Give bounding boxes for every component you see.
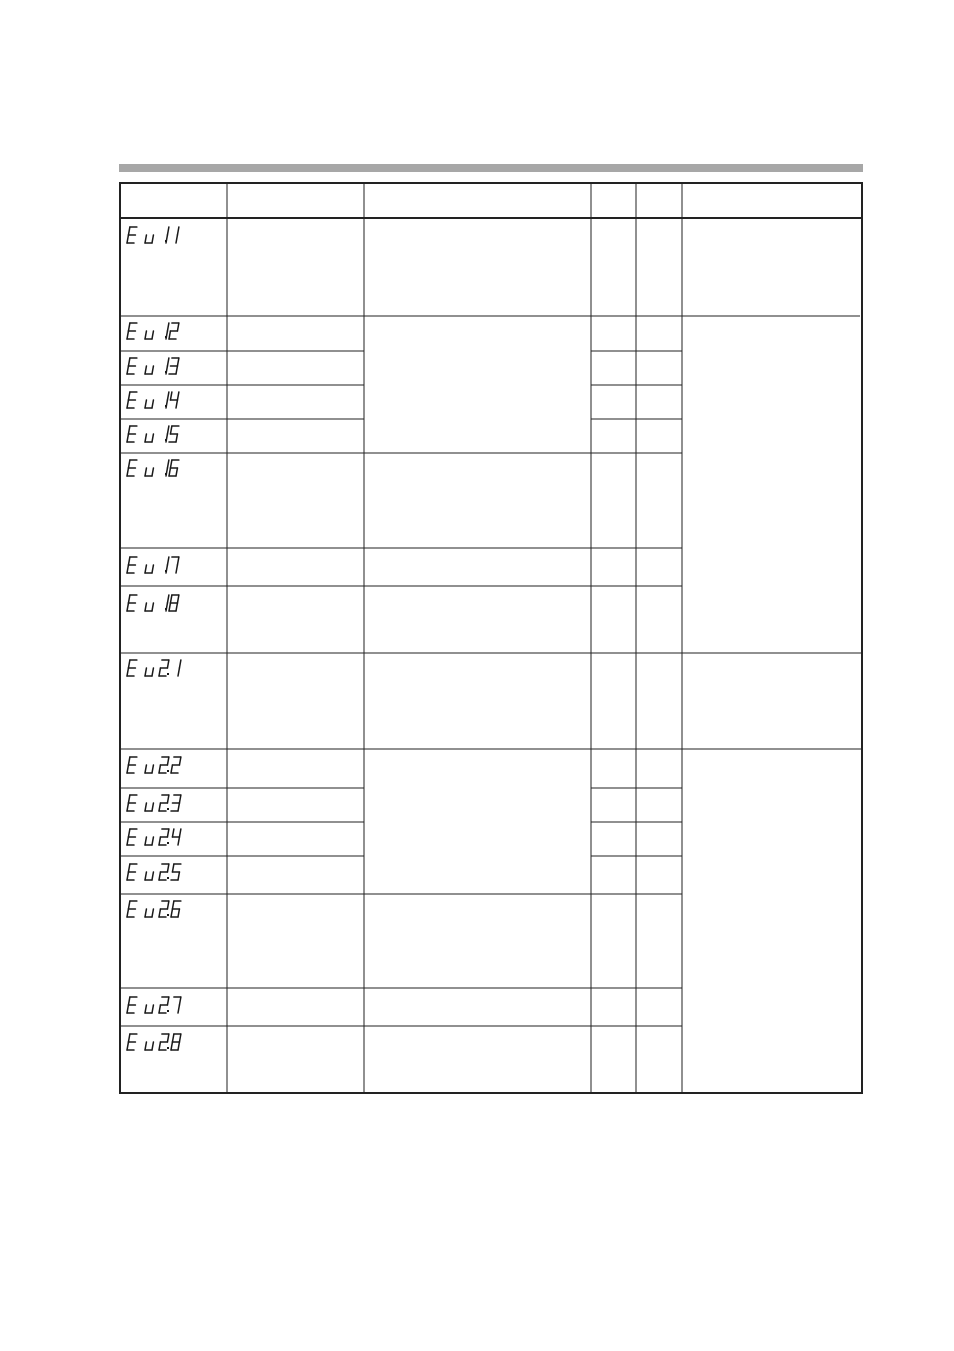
digit-v [145, 765, 153, 773]
digit-E [127, 829, 137, 845]
digit-v [145, 1005, 153, 1013]
digit-v [145, 468, 153, 476]
digit-6 [169, 460, 179, 476]
digit-5 [169, 426, 179, 442]
digit-E [127, 392, 137, 408]
digit-E [127, 997, 137, 1013]
decimal-point [165, 570, 167, 572]
param-code-text: Ev2.6 [125, 912, 128, 913]
param-code-ev1-6 [125, 457, 220, 481]
param-code-glyphs [125, 355, 220, 379]
param-code-ev2-8 [125, 1031, 220, 1055]
digit-E [127, 358, 137, 374]
digit-E [127, 864, 137, 880]
param-code-glyphs [125, 1031, 220, 1055]
param-code-text: Ev2.1 [125, 671, 128, 672]
param-code-ev2-3 [125, 792, 220, 816]
digit-E [127, 460, 137, 476]
digit-1 [176, 227, 179, 243]
digit-v [145, 668, 153, 676]
digit-8 [169, 595, 179, 611]
param-code-glyphs [125, 826, 220, 850]
param-code-ev1-2 [125, 320, 220, 344]
param-code-glyphs [125, 754, 220, 778]
digit-E [127, 323, 137, 339]
digit-E [127, 660, 137, 676]
decimal-point [167, 808, 169, 810]
decimal-point [167, 877, 169, 879]
digit-v [145, 1042, 153, 1050]
digit-7 [174, 997, 181, 1013]
param-code-glyphs [125, 657, 220, 681]
digit-v [145, 872, 153, 880]
param-code-glyphs [125, 994, 220, 1018]
param-code-text: Ev1.8 [125, 606, 128, 607]
digit-8 [171, 1034, 181, 1050]
digit-2 [171, 757, 181, 773]
digit-v [145, 235, 153, 243]
param-code-ev1-4 [125, 389, 220, 413]
param-code-glyphs [125, 554, 220, 578]
decimal-point [165, 439, 167, 441]
param-code-glyphs [125, 423, 220, 447]
digit-v [145, 603, 153, 611]
digit-E [127, 595, 137, 611]
param-code-text: Ev1.4 [125, 403, 128, 404]
decimal-point [167, 914, 169, 916]
digit-v [145, 434, 153, 442]
param-code-glyphs [125, 898, 220, 922]
param-code-text: Ev1.5 [125, 437, 128, 438]
param-code-ev1-7 [125, 554, 220, 578]
digit-v [145, 837, 153, 845]
table-border [120, 183, 862, 1093]
param-code-ev1-5 [125, 423, 220, 447]
digit-v [145, 909, 153, 917]
digit-3 [171, 795, 181, 811]
param-code-text: Ev1.7 [125, 568, 128, 569]
decimal-point [165, 405, 167, 407]
digit-v [145, 331, 153, 339]
digit-E [127, 757, 137, 773]
digit-E [127, 901, 137, 917]
param-code-glyphs [125, 224, 220, 248]
digit-E [127, 426, 137, 442]
param-code-text: Ev2.4 [125, 840, 128, 841]
decimal-point [165, 240, 167, 242]
param-code-ev1-1 [125, 224, 220, 248]
param-code-text: Ev1.2 [125, 334, 128, 335]
digit-v [145, 565, 153, 573]
digit-E [127, 1034, 137, 1050]
param-code-ev1-3 [125, 355, 220, 379]
decimal-point [167, 1047, 169, 1049]
param-code-ev2-7 [125, 994, 220, 1018]
digit-v [145, 366, 153, 374]
param-code-text: Ev2.7 [125, 1008, 128, 1009]
param-code-text: Ev2.3 [125, 806, 128, 807]
digit-4 [172, 829, 180, 845]
param-code-glyphs [125, 320, 220, 344]
param-code-text: Ev2.2 [125, 768, 128, 769]
param-code-text: Ev1.6 [125, 471, 128, 472]
digit-E [127, 227, 137, 243]
digit-1 [178, 660, 181, 676]
decimal-point [165, 371, 167, 373]
param-code-text: Ev1.3 [125, 369, 128, 370]
decimal-point [167, 1010, 169, 1012]
param-code-ev2-1 [125, 657, 220, 681]
param-code-text: Ev1.1 [125, 238, 128, 239]
digit-4 [170, 392, 178, 408]
digit-3 [169, 358, 179, 374]
decimal-point [165, 473, 167, 475]
decimal-point [165, 336, 167, 338]
digit-6 [171, 901, 181, 917]
decimal-point [167, 770, 169, 772]
param-code-text: Ev2.5 [125, 875, 128, 876]
param-code-text: Ev2.8 [125, 1045, 128, 1046]
digit-v [145, 803, 153, 811]
param-code-ev1-8 [125, 592, 220, 616]
param-code-ev2-4 [125, 826, 220, 850]
digit-E [127, 795, 137, 811]
decimal-point [165, 608, 167, 610]
param-code-glyphs [125, 861, 220, 885]
param-code-ev2-5 [125, 861, 220, 885]
digit-v [145, 400, 153, 408]
param-code-glyphs [125, 457, 220, 481]
decimal-point [167, 673, 169, 675]
digit-7 [172, 557, 179, 573]
param-code-glyphs [125, 792, 220, 816]
digit-E [127, 557, 137, 573]
param-code-ev2-6 [125, 898, 220, 922]
digit-5 [171, 864, 181, 880]
param-code-glyphs [125, 389, 220, 413]
digit-2 [169, 323, 179, 339]
param-code-glyphs [125, 592, 220, 616]
decimal-point [167, 842, 169, 844]
param-code-ev2-2 [125, 754, 220, 778]
